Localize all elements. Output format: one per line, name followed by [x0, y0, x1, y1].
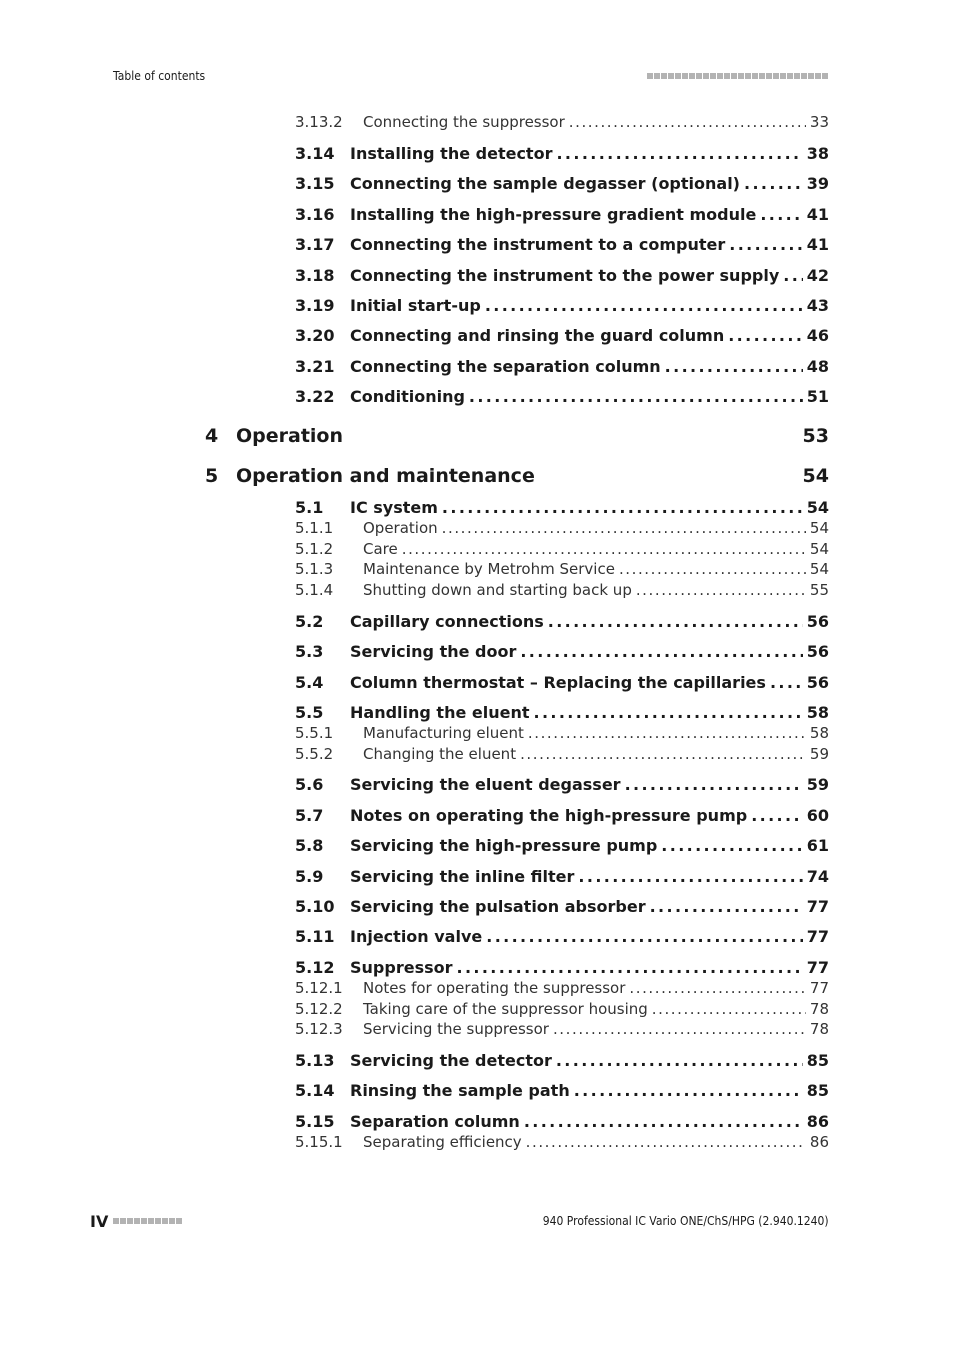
toc-entry-title: Connecting the instrument to a computer	[350, 235, 726, 254]
toc-entry[interactable]	[295, 806, 829, 825]
toc-entry-title: Servicing the high-pressure pump	[350, 836, 658, 855]
toc-entry[interactable]	[295, 560, 829, 578]
toc-entry-title: Connecting the sample degasser (optional)	[350, 174, 740, 193]
toc-entry[interactable]	[295, 642, 829, 661]
decoration-square	[773, 73, 779, 79]
toc-entry-page: 54	[806, 498, 829, 517]
toc-entry-title: Connecting the suppressor	[363, 113, 565, 131]
toc-leader-dots	[783, 266, 802, 285]
toc-entry-number: 3.22	[295, 387, 335, 406]
toc-entry-title: Operation	[236, 425, 344, 447]
toc-entry-title: Servicing the eluent degasser	[350, 775, 621, 794]
toc-entry[interactable]	[295, 540, 829, 558]
toc-leader-dots	[729, 235, 802, 254]
decoration-square	[661, 73, 667, 79]
toc-entry-title: Servicing the detector	[350, 1051, 552, 1070]
toc-entry[interactable]	[295, 1020, 829, 1038]
toc-entry[interactable]	[295, 174, 829, 193]
toc-entry[interactable]	[295, 144, 829, 163]
toc-entry-page: 74	[806, 867, 829, 886]
toc-entry-title: Manufacturing eluent	[363, 724, 524, 742]
toc-entry-title: Servicing the suppressor	[363, 1020, 549, 1038]
toc-entry-number: 5.1.4	[295, 581, 334, 599]
toc-entry-number: 5.14	[295, 1081, 335, 1100]
toc-entry[interactable]	[295, 612, 829, 631]
toc-leader-dots	[625, 775, 803, 794]
toc-entry-title: Handling the eluent	[350, 703, 530, 722]
toc-leader-dots	[619, 560, 806, 578]
toc-leader-dots	[520, 745, 806, 763]
toc-entry-page: 77	[806, 897, 829, 916]
decoration-square	[766, 73, 772, 79]
decoration-square	[668, 73, 674, 79]
toc-entry-title: Changing the eluent	[363, 745, 517, 763]
toc-entry-page: 33	[809, 113, 829, 131]
toc-entry-page: 56	[806, 642, 829, 661]
toc-entry-title: Operation and maintenance	[236, 465, 535, 487]
toc-entry-number: 5.3	[295, 642, 324, 661]
document-title: 940 Professional IC Vario ONE/ChS/HPG (2.940.1240)	[543, 1214, 829, 1228]
toc-leader-dots	[636, 581, 806, 599]
toc-entry-number: 4	[205, 425, 219, 447]
toc-entry[interactable]	[295, 775, 829, 794]
toc-entry-title: Taking care of the suppressor housing	[363, 1000, 648, 1018]
toc-leader-dots	[524, 1112, 803, 1131]
toc-entry[interactable]	[295, 1133, 829, 1151]
toc-entry[interactable]	[295, 235, 829, 254]
toc-leader-dots	[652, 1000, 806, 1018]
toc-leader-dots	[744, 174, 803, 193]
toc-entry[interactable]	[295, 724, 829, 742]
toc-entry-number: 5	[205, 465, 219, 487]
toc-entry-page: 78	[809, 1000, 829, 1018]
toc-entry-number: 5.4	[295, 673, 324, 692]
toc-entry-number: 3.18	[295, 266, 335, 285]
toc-entry-number: 5.12.2	[295, 1000, 343, 1018]
footer-decoration	[113, 1218, 182, 1224]
toc-entry[interactable]	[295, 927, 829, 946]
decoration-square	[155, 1218, 161, 1224]
decoration-square	[127, 1218, 133, 1224]
decoration-square	[794, 73, 800, 79]
toc-entry-page: 86	[806, 1112, 829, 1131]
decoration-square	[134, 1218, 140, 1224]
toc-entry-page: 54	[809, 519, 829, 537]
decoration-square	[808, 73, 814, 79]
toc-leader-dots	[553, 1020, 806, 1038]
toc-entry-page: 77	[806, 958, 829, 977]
toc-entry[interactable]	[295, 519, 829, 537]
decoration-square	[752, 73, 758, 79]
toc-entry-page: 46	[806, 326, 829, 345]
toc-entry-title: Servicing the pulsation absorber	[350, 897, 646, 916]
toc-entry-title: Capillary connections	[350, 612, 544, 631]
decoration-square	[169, 1218, 175, 1224]
toc-entry[interactable]	[295, 357, 829, 376]
toc-leader-dots	[728, 326, 803, 345]
toc-entry-page: 58	[809, 724, 829, 742]
toc-entry-page: 56	[806, 673, 829, 692]
toc-leader-dots	[578, 867, 802, 886]
toc-leader-dots	[442, 498, 803, 517]
header-decoration	[647, 73, 828, 79]
toc-entry-title: Care	[363, 540, 398, 558]
toc-entry-number: 3.16	[295, 205, 335, 224]
toc-entry-number: 3.15	[295, 174, 335, 193]
toc-leader-dots	[457, 958, 803, 977]
decoration-square	[717, 73, 723, 79]
decoration-square	[675, 73, 681, 79]
toc-entry[interactable]	[295, 296, 829, 315]
toc-entry-page: 48	[806, 357, 829, 376]
toc-entry-page: 85	[806, 1051, 829, 1070]
toc-entry-page: 51	[806, 387, 829, 406]
toc-entry-page: 59	[809, 745, 829, 763]
toc-leader-dots	[650, 897, 803, 916]
toc-entry-title: Rinsing the sample path	[350, 1081, 570, 1100]
toc-entry-title: IC system	[350, 498, 438, 517]
decoration-square	[120, 1218, 126, 1224]
decoration-square	[745, 73, 751, 79]
decoration-square	[731, 73, 737, 79]
toc-entry-title: Maintenance by Metrohm Service	[363, 560, 615, 578]
toc-entry-page: 58	[806, 703, 829, 722]
toc-entry[interactable]	[295, 498, 829, 517]
toc-entry-number: 5.2	[295, 612, 324, 631]
toc-entry-page: 54	[809, 540, 829, 558]
toc-entry[interactable]	[295, 745, 829, 763]
decoration-square	[710, 73, 716, 79]
header-section-title: Table of contents	[113, 69, 206, 83]
toc-entry[interactable]	[295, 326, 829, 345]
decoration-square	[141, 1218, 147, 1224]
toc-leader-dots	[548, 612, 803, 631]
toc-entry-page: 56	[806, 612, 829, 631]
toc-entry-number: 5.1.1	[295, 519, 334, 537]
toc-entry-number: 5.5.1	[295, 724, 334, 742]
toc-entry-page: 41	[806, 235, 829, 254]
toc-entry-number: 5.12.3	[295, 1020, 343, 1038]
toc-entry-number: 5.15	[295, 1112, 335, 1131]
toc-entry-title: Separating efficiency	[363, 1133, 522, 1151]
toc-entry[interactable]	[295, 958, 829, 977]
toc-entry-page: 77	[806, 927, 829, 946]
toc-entry-page: 54	[802, 465, 829, 487]
toc-entry-number: 5.1.3	[295, 560, 334, 578]
toc-entry-number: 3.17	[295, 235, 335, 254]
toc-leader-dots	[574, 1081, 803, 1100]
toc-leader-dots	[770, 673, 803, 692]
toc-entry[interactable]	[295, 1112, 829, 1131]
toc-leader-dots	[469, 387, 803, 406]
toc-entry-title: Connecting the separation column	[350, 357, 661, 376]
toc-entry-title: Notes on operating the high-pressure pump	[350, 806, 748, 825]
toc-entry-page: 38	[806, 144, 829, 163]
toc-leader-dots	[534, 703, 803, 722]
toc-leader-dots	[442, 519, 806, 537]
toc-entry-page: 60	[806, 806, 829, 825]
toc-entry-title: Column thermostat – Replacing the capillaries	[350, 673, 766, 692]
toc-entry-page: 53	[802, 425, 829, 447]
decoration-square	[759, 73, 765, 79]
decoration-square	[148, 1218, 154, 1224]
toc-leader-dots	[760, 205, 802, 224]
decoration-square	[724, 73, 730, 79]
toc-entry-page: 54	[809, 560, 829, 578]
toc-entry-page: 41	[806, 205, 829, 224]
toc-entry-title: Connecting the instrument to the power supply	[350, 266, 780, 285]
toc-entry-page: 42	[806, 266, 829, 285]
decoration-square	[738, 73, 744, 79]
toc-entry-number: 5.11	[295, 927, 335, 946]
toc-entry-number: 5.15.1	[295, 1133, 343, 1151]
toc-entry-title: Installing the detector	[350, 144, 553, 163]
toc-entry[interactable]	[295, 1081, 829, 1100]
toc-entry-title: Separation column	[350, 1112, 520, 1131]
decoration-square	[815, 73, 821, 79]
toc-entry-number: 5.7	[295, 806, 324, 825]
toc-entry-title: Conditioning	[350, 387, 465, 406]
toc-entry-title: Connecting and rinsing the guard column	[350, 326, 725, 345]
toc-entry-title: Operation	[363, 519, 438, 537]
toc-entry[interactable]	[295, 387, 829, 406]
toc-leader-dots	[661, 836, 802, 855]
toc-entry-title: Injection valve	[350, 927, 483, 946]
toc-entry[interactable]	[295, 113, 829, 131]
decoration-square	[780, 73, 786, 79]
decoration-square	[647, 73, 653, 79]
toc-entry-number: 5.12	[295, 958, 335, 977]
toc-entry-number: 3.14	[295, 144, 335, 163]
toc-entry[interactable]	[295, 266, 829, 285]
toc-entry-page: 59	[806, 775, 829, 794]
toc-entry[interactable]	[295, 205, 829, 224]
toc-entry-page: 77	[809, 979, 829, 997]
decoration-square	[689, 73, 695, 79]
toc-entry[interactable]	[295, 581, 829, 599]
toc-entry-page: 85	[806, 1081, 829, 1100]
toc-entry-number: 3.21	[295, 357, 335, 376]
toc-entry-title: Servicing the door	[350, 642, 517, 661]
toc-leader-dots	[556, 144, 802, 163]
toc-entry-title: Initial start-up	[350, 296, 481, 315]
toc-leader-dots	[556, 1051, 803, 1070]
toc-entry-page: 78	[809, 1020, 829, 1038]
decoration-square	[654, 73, 660, 79]
toc-entry-number: 5.1	[295, 498, 324, 517]
toc-leader-dots	[528, 724, 806, 742]
toc-entry-page: 61	[806, 836, 829, 855]
toc-entry-number: 5.6	[295, 775, 324, 794]
toc-entry-number: 5.5.2	[295, 745, 334, 763]
toc-entry-number: 5.13	[295, 1051, 335, 1070]
toc-leader-dots	[526, 1133, 806, 1151]
toc-entry-title: Shutting down and starting back up	[363, 581, 632, 599]
toc-entry-number: 5.1.2	[295, 540, 334, 558]
toc-entry-page: 55	[809, 581, 829, 599]
toc-entry[interactable]	[295, 979, 829, 997]
toc-leader-dots	[402, 540, 806, 558]
toc-leader-dots	[665, 357, 803, 376]
toc-entry[interactable]	[295, 897, 829, 916]
decoration-square	[682, 73, 688, 79]
toc-entry-title: Servicing the inline filter	[350, 867, 575, 886]
toc-entry-page: 43	[806, 296, 829, 315]
decoration-square	[787, 73, 793, 79]
toc-leader-dots	[751, 806, 803, 825]
toc-entry[interactable]	[295, 1000, 829, 1018]
toc-leader-dots	[569, 113, 806, 131]
decoration-square	[703, 73, 709, 79]
toc-entry[interactable]	[295, 836, 829, 855]
toc-entry-number: 5.10	[295, 897, 335, 916]
toc-entry[interactable]	[295, 867, 829, 886]
toc-leader-dots	[520, 642, 802, 661]
toc-entry-page: 39	[806, 174, 829, 193]
decoration-square	[801, 73, 807, 79]
toc-leader-dots	[486, 927, 802, 946]
toc-entry[interactable]	[295, 1051, 829, 1070]
toc-entry[interactable]	[205, 425, 829, 447]
toc-entry-number: 3.19	[295, 296, 335, 315]
decoration-square	[113, 1218, 119, 1224]
toc-entry-title: Suppressor	[350, 958, 453, 977]
toc-entry-number: 5.12.1	[295, 979, 343, 997]
toc-entry[interactable]	[295, 673, 829, 692]
decoration-square	[162, 1218, 168, 1224]
toc-entry[interactable]	[205, 465, 829, 487]
decoration-square	[176, 1218, 182, 1224]
toc-entry-number: 5.9	[295, 867, 324, 886]
toc-entry-title: Installing the high-pressure gradient module	[350, 205, 757, 224]
toc-entry-title: Notes for operating the suppressor	[363, 979, 626, 997]
toc-entry-number: 3.20	[295, 326, 335, 345]
toc-entry-number: 5.8	[295, 836, 324, 855]
toc-entry-number: 5.5	[295, 703, 324, 722]
toc-entry-page: 86	[809, 1133, 829, 1151]
decoration-square	[822, 73, 828, 79]
page-number: IV	[90, 1212, 109, 1231]
toc-entry[interactable]	[295, 703, 829, 722]
toc-leader-dots	[485, 296, 803, 315]
toc-leader-dots	[629, 979, 806, 997]
toc-entry-number: 3.13.2	[295, 113, 343, 131]
decoration-square	[696, 73, 702, 79]
